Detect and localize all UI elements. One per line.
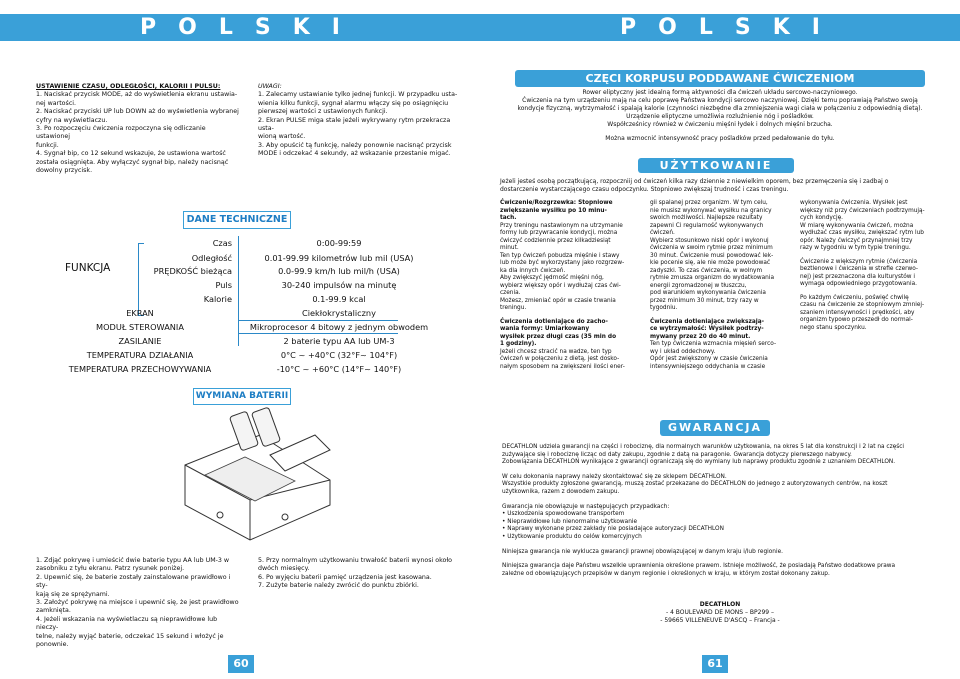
battery-step-line: zasobniku z tyłu ekranu. Patrz rysunek poniżej. xyxy=(36,565,185,573)
spec-label: TEMPERATURA DZIAŁANIA xyxy=(86,350,194,360)
col1-line: minut. xyxy=(500,245,519,251)
spec-label: Kalorie xyxy=(203,294,232,304)
col2-line: tygodniu. xyxy=(650,305,678,311)
uwagi-section xyxy=(258,83,463,159)
uwagi-line: pierwszej wartości z ustawionych funkcji. xyxy=(258,108,388,116)
col3-line: wykonywania ćwiczenia. Wysiłek jest xyxy=(800,200,908,206)
col1-heading2-line: Ćwiczenia dotleniające do zacho- xyxy=(500,318,608,325)
spec-value: 2 baterie typu AA lub UM-3 xyxy=(283,336,395,346)
warranty-line: Zobowiązania DECATHLON wynikające z gwarancji ograniczają się do wymiany lub naprawy produktu zgodnie z uznaniem DECATHLON. xyxy=(502,459,896,466)
warranty-line: użytkownika, razem z dowodem zakupu. xyxy=(502,488,620,495)
battery-step-line: 3. Założyć pokrywę na miejsce i upewnić się, że jest prawidłowo xyxy=(36,599,239,607)
warranty-line: DECATHLON udziela gwarancji na części i robociznę, dla normalnych warunków użytkowania, na okres 5 lat dla konstrukcji i 2 lat na części xyxy=(502,444,905,450)
battery-step-line: ponownie. xyxy=(36,641,69,649)
col1-heading2-line: wania formy: Umiarkowany xyxy=(500,326,590,332)
col3-line: W miarę wykonywania ćwiczeń, można xyxy=(800,222,914,229)
spec-label: MODUŁ STEROWANIA xyxy=(96,322,184,332)
battery-step-line: 5. Przy normalnym użytkowaniu trwałość baterii wynosi około xyxy=(258,557,453,564)
warranty-bullet: • Uszkodzenia spowodowane transportem xyxy=(502,511,625,518)
warranty-line: zależne od obowiązujących przepisów w danym regionie i określonych w kraju, w którym został dokonany zakup. xyxy=(502,570,830,577)
col2-heading2-line: ce wytrzymałość: Wysiłek podtrzy- xyxy=(650,326,764,332)
funkcja-label: FUNKCJA xyxy=(65,262,111,274)
uwagi-line: 3. Aby opuścić tą funkcję, należy ponownie nacisnąć przycisk xyxy=(258,141,452,149)
settings-line: została osiągnięta. Aby wyłączyć sygnał bip, należy nacisnąć xyxy=(36,158,229,166)
parts-line: Urządzenie eliptyczne umożliwia rozluźnienie nóg i pośladków. xyxy=(626,113,814,120)
battery-step-line: 4. Jeżeli wskazania na wyświetlaczu są nieprawidłowe lub nieczy- xyxy=(36,615,218,632)
settings-heading: USTAWIENIE CZASU, ODLEGŁOŚCI, KALORII I PULSU: xyxy=(36,83,221,90)
col3-line: opór. Należy ćwiczyć przynajmniej trzy xyxy=(800,237,913,244)
col2-heading2-line: Ćwiczenia dotleniające zwiększają- xyxy=(650,318,765,325)
col2-line: swoich możliwości. Najlepsze rezultaty xyxy=(650,215,763,221)
spec-label: PRĘDKOŚĆ bieżąca xyxy=(153,266,232,276)
dane-techniczne-title: DANE TECHNICZNE xyxy=(183,211,291,229)
col1-line: treningu. xyxy=(500,305,527,311)
col1-line: Ten typ ćwiczeń pobudza mięśnie i stawy xyxy=(500,252,620,259)
col1-heading-line: tach. xyxy=(500,215,517,221)
col3-line: beztlenowe i ćwiczenia w strefie czerwo- xyxy=(800,266,919,272)
col3-line: cych kondycję. xyxy=(800,215,844,221)
page-number-left: 60 xyxy=(228,655,254,673)
settings-line: dowolny przycisk. xyxy=(36,167,93,175)
col3-line: większy niż przy ćwiczeniach podtrzymują- xyxy=(800,207,925,214)
warranty-bullet: • Nieprawidłowe lub nienormalne użytkowanie xyxy=(502,518,638,525)
col2-line: intensywniejszego oddychania w czasie xyxy=(650,363,766,370)
parts-line: Ćwiczenia na tym urządzeniu mają na celu poprawę Państwa kondycji sercowo naczyniowej. Dzięki temu poprawiają Państwo swoją xyxy=(522,97,918,104)
spec-bracket-vertical xyxy=(138,243,139,315)
col1-line: nałym sposobem na zwiększeni ilości ener- xyxy=(500,363,625,370)
col1-line: Jeżeli chcesz stracić na wadze, ten typ xyxy=(500,348,612,355)
col2-heading2-line: mywany przez 20 do 40 minut. xyxy=(650,333,751,340)
spec-divider-lower xyxy=(238,333,398,334)
col2-line: Ten typ ćwiczenia wzmacnia mięsień serco- xyxy=(650,341,777,347)
settings-line: cyfry na wyświetlaczu. xyxy=(36,116,108,124)
col2-line: zapewni Ci regularność wykonywanych xyxy=(650,222,764,229)
col1-line: Możesz, zmieniać opór w czasie trwania xyxy=(500,297,616,304)
spec-label: Czas xyxy=(212,238,232,248)
col3-line: szaniem intensywności i prędkości, aby xyxy=(800,309,915,316)
col3-line: wydłużać czas wysiłku, zwiększać rytm lub xyxy=(800,230,924,236)
col1-line: ćwiczeń w połączeniu z dietą, jest dosko- xyxy=(500,356,620,362)
battery-step-line: zamknięta. xyxy=(36,607,71,615)
col3-line: nej) jest przeznaczona dla kulturystów i xyxy=(800,273,915,280)
spec-value: 0°C ~ +40°C (32°F~ 104°F) xyxy=(280,350,398,360)
parts-text xyxy=(490,89,950,143)
col1-heading2-line: wysiłek przez długi czas (35 min do xyxy=(500,333,617,340)
settings-line: 1. Naciskać przycisk MODE, aż do wyświetlenia ekranu ustawia- xyxy=(36,91,238,99)
warranty-bullet: • Użytkowanie produktu do celów komercyjnych xyxy=(502,533,642,540)
battery-steps-right xyxy=(258,557,463,591)
uwagi-line: wienia kilku funkcji, sygnał alarmu włączy się po osiągnięciu xyxy=(258,99,449,107)
parts-line: Rower eliptyczny jest idealną formą aktywności dla ćwiczeń układu sercowo-naczyniowego. xyxy=(582,89,858,96)
col1-line: formy lub przywracanie kondycji, można xyxy=(500,230,618,236)
col2-line: nie musisz wykonywać wysiłku na granicy xyxy=(650,207,772,214)
battery-step-line: 6. Po wyjęciu baterii pamięć urządzenia jest kasowana. xyxy=(258,573,432,581)
col1-heading-line: Ćwiczenie/Rozgrzewka: Stopniowe xyxy=(500,200,613,206)
spec-value: 30-240 impulsów na minutę xyxy=(281,280,397,290)
col2-line: rytmie zmusza organizm do wydatkowania xyxy=(650,275,775,281)
col2-line: wy i układ oddechowy. xyxy=(650,348,716,355)
warranty-title: GWARANCJA xyxy=(660,420,770,436)
battery-step-line: 1. Zdjąć pokrywę i umieścić dwie baterie typu AA lub UM-3 w xyxy=(36,557,230,564)
uwagi-line: 2. Ekran PULSE miga stale jeżeli wykrywany rytm przekracza usta- xyxy=(258,116,451,133)
battery-step-line: 2. Upewnić się, że baterie zostały zainstalowane prawidłowo i sty- xyxy=(36,573,231,590)
spec-value: Mikroprocesor 4 bitowy z jednym obwodem xyxy=(249,322,429,332)
spec-label: Odległość xyxy=(191,253,232,263)
spec-label: ZASILANIE xyxy=(118,336,162,346)
parts-line: Współcześnicy również w ćwiczeniu mięśni łydek i dolnych mięśni brzucha. xyxy=(607,121,833,128)
usage-title: UŻYTKOWANIE xyxy=(638,158,794,173)
spec-value: 0:00-99:59 xyxy=(316,238,362,248)
col2-line: ćwiczeń. xyxy=(650,230,675,236)
settings-section xyxy=(36,83,241,175)
col1-line: Aby zwiększyć jędrność mięśni nóg, xyxy=(500,275,604,281)
usage-intro-line: Jeżeli jesteś osobą początkującą, rozpoczniij od ćwiczeń kilka razy dziennie z niewielkim oporem, bez przemęczenia się i zadbaj o xyxy=(500,178,889,185)
warranty-line: Gwarancja nie obowiązuje w następujących przypadkach: xyxy=(502,503,670,510)
spec-value: 0.0-99.9 km/h lub mil/h (USA) xyxy=(278,266,400,276)
col1-line: wybierz większy opór i wydłużaj czas ćwi- xyxy=(500,282,621,289)
spec-label: TEMPERATURA PRZECHOWYWANIA xyxy=(68,364,212,374)
col1-line: czenia. xyxy=(500,290,521,296)
warranty-bullet: • Naprawy wykonane przez zakłady nie posiadające autoryzacji DECATHLON xyxy=(502,526,724,533)
address-line: - 4 BOULEVARD DE MONS – BP299 – xyxy=(666,608,774,616)
battery-steps-left xyxy=(36,557,241,649)
parts-line: Można wzmocnić intensywność pracy pośladków przed pedałowanie do tyłu. xyxy=(605,135,835,142)
col2-line: energii zgromadzonej w tłuszczu, xyxy=(650,282,747,289)
settings-line: 2. Naciskać przyciski UP lub DOWN aż do wyświetlenia wybranej xyxy=(36,108,239,116)
col1-line: lub może być wykorzystany jako rozgrzew- xyxy=(500,260,625,266)
warranty-line: zużywające się i robociznę licząc od daty zakupu, zgodnie z datą na paragonie. Gwarancja dotyczy pierwszego nabywcy. xyxy=(502,451,852,458)
settings-line: 4. Sygnał bip, co 12 sekund wskazuje, że ustawiona wartość xyxy=(36,150,226,158)
col2-line: przez minimum 30 minut, trzy razy w xyxy=(650,297,759,304)
battery-step-line: telne, należy wyjąć baterie, odczekać 15 sekund i włożyć je xyxy=(36,632,224,640)
spec-value: -10°C ~ +60°C (14°F~ 140°F) xyxy=(276,364,402,374)
col1-heading2-line: 1 godziny). xyxy=(500,341,537,347)
right-page xyxy=(480,0,960,679)
parts-line: kondycje fizyczną, wytrzymałość i spalają kalorie (czynności niezbędne dla zmniejszenia wagi ciała w połączeniu z odpowiednią dietą). xyxy=(517,105,923,112)
settings-line: nej wartości. xyxy=(36,99,77,107)
address-line: DECATHLON xyxy=(699,601,741,608)
col1-line: Przy treningu nastawionym na utrzymanie xyxy=(500,222,623,229)
col2-line: 30 minut. Ćwiczenie musi powodować lek- xyxy=(650,252,774,259)
col1-line: ćwiczyć codziennie przez kilkadziesiąt xyxy=(500,237,611,244)
uwagi-heading: UWAGI: xyxy=(258,83,282,90)
battery-step-line: 7. Zużyte baterie należy zwrócić do punktu zbiórki. xyxy=(258,582,419,590)
warranty-text xyxy=(502,444,942,578)
warranty-line: Niniejsza gwarancja daje Państwu wszelkie uprawnienia określone prawem. Istnieje możliwość, że posiadają Państwo dodatkowe prawa xyxy=(502,563,896,570)
col2-line: zadyszki. To czas ćwiczenia, w wolnym xyxy=(650,267,763,274)
warranty-line: Niniejsza gwarancja nie wyklucza gwarancji prawnej obowiązującej w danym kraju i/lub regionie. xyxy=(502,548,783,555)
col2-line: ćwiczenia w swoim rytmie przez minimum xyxy=(650,245,773,251)
col1-line: ka dla innych ćwiczeń. xyxy=(500,267,566,274)
settings-line: funkcji. xyxy=(36,141,59,149)
wymiana-baterii-title: WYMIANA BATERII xyxy=(193,388,291,405)
warranty-line: W celu dokonania naprawy należy skontaktować się ze sklepem DECATHLON. xyxy=(502,473,727,480)
col3-line: Po każdym ćwiczeniu, poświęć chwilę xyxy=(800,294,909,301)
usage-intro-line: dostarczenie wystarczającego czasu odpoczynku. Stopniowo zwiększaj trudność i czas treningu. xyxy=(500,186,789,193)
col3-line: organizm typowo przeszedł do normal- xyxy=(800,317,913,323)
usage-column-2 xyxy=(650,200,790,371)
col3-line: wymaga odpowiedniego przygotowania. xyxy=(800,281,917,287)
col2-line: pod warunkiem wykonywania ćwiczenia xyxy=(650,290,766,296)
uwagi-line: MODE i odczekać 4 sekundy, aż wskazanie przestanie migać. xyxy=(258,150,451,158)
usage-column-3 xyxy=(800,200,940,332)
settings-line: 3. Po rozpoczęciu ćwiczenia rozpoczyna się odliczanie ustawionej xyxy=(36,125,206,141)
battery-step-line: dwóch miesięcy. xyxy=(258,565,310,573)
spec-value: 0.1-99.9 kcal xyxy=(312,294,366,304)
col3-line: razy w tygodniu w tym typie treningu. xyxy=(800,245,911,251)
col2-line: Wybierz stosunkowo niski opór i wykonuj xyxy=(650,237,769,244)
left-header-title: POLSKI xyxy=(140,15,362,40)
col3-line: czasu na ćwiczenie ze stopniowym zmniej- xyxy=(800,302,925,308)
spec-divider-lower xyxy=(238,320,398,321)
col2-line: Opór jest zwiększony w czasie ćwiczenia xyxy=(650,356,768,362)
col2-line: gii spalanej przez organizm. W tym celu, xyxy=(650,200,768,206)
battery-compartment-illustration xyxy=(165,405,345,545)
col2-line: kie pocenie się, ale nie może powodować xyxy=(650,260,771,266)
usage-intro xyxy=(500,178,940,194)
battery-step-line: kają się ze sprężynami. xyxy=(36,590,110,598)
uwagi-line: wioną wartość. xyxy=(258,133,306,141)
col3-line: Ćwiczenie z większym rytmie (ćwiczenia xyxy=(800,258,918,265)
spec-value: 0.01-99.99 kilometrów lub mil (USA) xyxy=(264,253,414,263)
address-block xyxy=(620,601,820,624)
col1-heading-line: zwiększanie wysiłku po 10 minu- xyxy=(500,207,607,214)
right-header-title: POLSKI xyxy=(620,15,842,40)
spec-label: EKRAN xyxy=(126,308,154,318)
col3-line: nego stanu spoczynku. xyxy=(800,324,867,331)
spec-label: Puls xyxy=(215,280,232,290)
uwagi-line: 1. Zalecamy ustawianie tylko jednej funkcji. W przypadku usta- xyxy=(258,91,458,99)
spec-value: Ciekłokrystaliczny xyxy=(302,308,376,318)
page-number-right: 61 xyxy=(702,655,728,673)
usage-column-1 xyxy=(500,200,640,371)
address-line: - 59665 VILLENEUVE D'ASCQ – Francja - xyxy=(660,616,780,624)
parts-title: CZĘCI KORPUSU PODDAWANE ĆWICZENIOM xyxy=(515,70,925,87)
warranty-line: Wszystkie produkty zgłoszone gwarancją, muszą zostać przekazane do DECATHLON do jednego z autoryzowanych centrów, na koszt xyxy=(502,481,888,488)
